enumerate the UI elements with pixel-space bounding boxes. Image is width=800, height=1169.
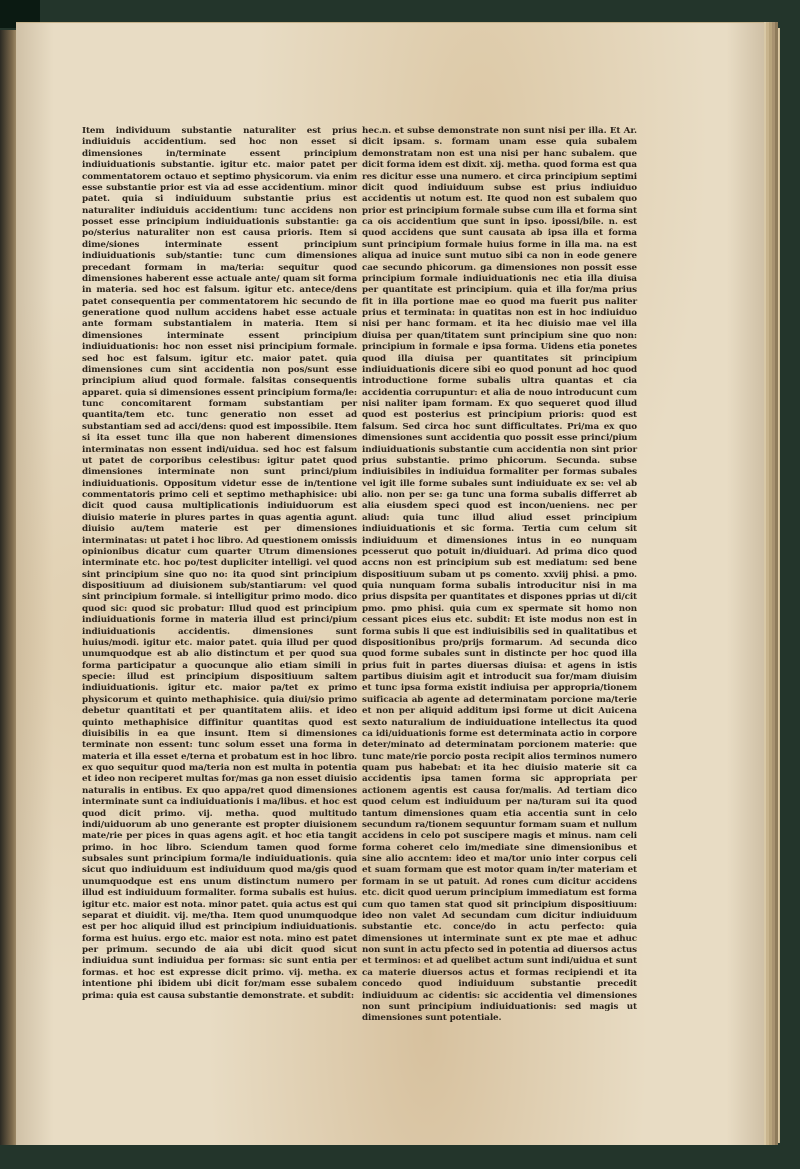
column-left-text: Item individuum substantie naturaliter est prius indiuiduis accidentium. sed hoc non esset si dimensiones in/terminate essent principium indiuiduationis substantie. igitur etc. maior patet per commentatorem octauo et septimo physicorum. via enim esse substantie prior est via ad esse accidentium. minor patet. quia si indiuiduum substantie prius est naturaliter indiuiduis accidentium: tunc accidens non posset esse principium indiuiduationis substantie: ga po/sterius naturaliter non est causa prioris. Item si dime/siones interminate essent principium indiuiduationis sub/stantie: tunc cum dimensiones precedant formam in ma/teria: sequitur quod dimensiones haberent esse actuale ante/ quam sit forma in materia. sed hoc est falsum. igitur etc. antece/dens patet consequentia per commentatorem hic secundo de generatione quod nullum accidens habet esse actuale ante formam substantialem in materia. Item si dimensiones interminate essent principium indiuiduationis: hoc non esset nisi principium formale. sed hoc est falsum. igitur etc. maior patet. quia dimensiones cum sint accidentia non pos/sunt esse principium aliud quod formale. falsitas consequentis apparet. quia si dimensiones essent principium forma/le: tunc concomitarent formam substantiam per quantita/tem etc. tunc generatio non esset ad substantiam sed ad acci/dens: quod est impossibile. Item si ita esset tunc illa que non haberent dimensiones interminatas non essent indi/uidua. sed hoc est falsum ut patet de corporibus celestibus: igitur patet quod dimensiones interminate non sunt princi/pium indiuiduationis. Oppositum videtur esse de in/tentione commentatoris primo celi et septimo methaphisice: ubi dicit quod causa multiplicationis indiuiduorum est diuisio materie in plures partes in quas agentia agunt. diuisio au/tem materie est per dimensiones interminatas: ut patet i hoc libro. Ad questionem omissis opinionibus dicatur cum quarter Utrum dimensiones interminate etc. hoc po/test dupliciter intelligi. vel quod sint principium sine quo no: ita quod sint principium dispositiuum ad diuisionem sub/stantiarum: vel quod sint principium formale. si intelligitur primo modo. dico quod sic: quod sic probatur: Illud quod est principium indiuiduationis forme in materia illud est princi/pium indiuiduationis accidentis. dimensiones sunt huius/modi. igitur etc. maior patet. quia illud per quod unumquodque est ab alio distinctum et per quod sua forma participatur a quocunque alio etiam simili in specie: illud est principium dispositiuum saltem indiuiduationis. igitur etc. maior pa/tet ex primo physicorum et quinto methaphisice. quia diui/sio primo debetur quantitati et per quantitatem aliis. et ideo quinto methaphisice diffinitur quantitas quod est diuisibilis in ea que insunt. Item si dimensiones terminate non essent: tunc solum esset una forma in materia et illa esset e/terna et probatum est in hoc libro. ex quo sequitur quod ma/teria non est multa in potentia et ideo non reciperet multas for/mas ga non esset diuisio naturalis in entibus. Ex quo appa/ret quod dimensiones interminate sunt ca indiuiduationis i ma/libus. et hoc est quod dicit primo. vij. metha. quod multitudo indi/uiduorum ab uno generante est propter diuisionem mate/rie per pices in quas agens agit. et hoc etia tangit primo. in hoc libro. Sciendum tamen quod forme subsales sunt principium forma/le indiuiduationis. quia sicut quo indiuiduum est indiuiduum quod ma/gis quod unumquodque est ens unum distinctum numero per illud est indiuiduum formaliter. forma subalis est huius. igitur etc. maior est nota. minor patet. quia actus est qui separat et diuidit. vij. me/tha. Item quod unumquodque est per hoc aliquid illud est principium indiuiduationis. forma est huius. ergo etc. maior est nota. mino est patet per primum. secundo de aia ubi dicit quod sicut indiuidua sunt indiuidua per formas: sic sunt entia per formas. et hoc est expresse dicit primo. vij. metha. ex intentione phi ibidem ubi dicit for/mam esse subalem prima: quia est causa substantie demonstrate. et subdit:	[82, 126, 357, 1001]
text-column-left	[82, 126, 357, 1002]
text-column-right	[362, 126, 637, 1025]
column-right-text: hec.n. et subse demonstrate non sunt nisi per illa. Et Ar. dicit ipsam. s. formam unam esse quia subalem demonstratam non est una nisi per hanc subalem. que dicit forma idem est dixit. xij. metha. quod forma est qua res dicitur esse una numero. et circa principium septimi dicit quod indiuiduum subse est prius indiuiduo accidentis ut notum est. Ite quod non est subalem quo prior est principium formale subse cum illa et forma sint ca ois accidentium que sunt in ipso. ipossi/bile. n. est quod accidens que sunt causata ab ipsa illa et forma sunt principium formale huius forme in illa ma. na est aliqua ad inuice sunt mutuo sibi ca non in eode genere cae secundo phicorum. ga dimensiones non possit esse principium formale indiuiduationis nec etia illa diuisa per quantitate est principium. quia et illa for/ma prius fit in illa portione mae eo quod ma fuerit pus naliter prius et terminata: in quatitas non est in hoc indiuiduo nisi per hanc formam. et ita hec diuisio mae vel illa diuisa per quan/titatem sunt principium sine quo non: principium in formale e ipsa forma. Uidens etia ponetes quod illa diuisa per quantitates sit principium indiuiduationis dicere sibi eo quod ponunt ad hoc quod introductione forme subalis ultra quantas et cia accidentia corrupuntur: et alia de nouo introducunt cum nisi naliter ipam formam. Ex quo sequeret quod illud quod est posterius est principium prioris: quod est falsum. Sed circa hoc sunt difficultates. Pri/ma ex quo dimensiones sunt accidentia quo possit esse princi/pium indiuiduationis substantie cum accidentia non sint prior prius substantie. primo phicorum. Secunda. subse indiuisibiles in indiuidua formaliter per formas subales vel igit ille forme subales sunt indiuiduate ex se: vel ab alio. non per se: ga tunc una forma subalis differret ab alia eiusdem speci quod est incon/ueniens. nec per aliud: quia tunc illud aliud esset principium indiuiduationis et sic forma. Tertia cum celum sit indiuiduum et dimensiones intus in eo nunquam pcesserut quo potuit in/diuiduari. Ad prima dico quod accns non est principium sub est mediatum: sed bene dispositiuum subam ut ps comento. xxviij phisi. a pmo. quia nunquam forma subalis introducitur nisi in ma prius dispsita per quantitates et dispones pprias ut di/cit pmo. pmo phisi. quia cum ex spermate sit homo non cessant pices eius etc. subdit: Et iste modus non est in forma subis li que est indiuisibilis sed in qualitatibus et dispositionibus pro/prijs formarum. Ad secunda dico quod forme subales sunt in distincte per hoc quod illa prius fuit in partes diuersas diuisa: et agens in istis partibus diuisim agit et introducit sua for/mam diuisim et tunc ipsa forma existit indiuisa per appropria/tionem suificacia ab agente ad determinatam porcione ma/terie et non per aliquid additum ipsi forme ut dicit Auicena sexto naturalium de indiuiduatione intellectus ita quod ca idi/uiduationis forme est determinata actio in corpore deter/minato ad determinatam porcionem materie: que tunc mate/rie porcio posta recipit alios terminos numero quam pus habebat: et ita hec diuisio materie sit ca accidentis ipsa tamen forma sic appropriata per actionem agentis est causa for/malis. Ad tertiam dico quod celum est indiuiduum per na/turam sui ita quod tantum dimensiones quam etia accentia sunt in celo secundum ra/tionem sequuntur formam suam et nullum accidens in celo pot suscipere magis et minus. nam celi forma coheret celo im/mediate sine dimensionibus et sine alio accntem: ideo et ma/tor unio inter corpus celi et suam formam que est motor quam in/ter materiam et formam in se ut patuit. Ad rones cum dicitur accidens etc. dicit quod uerum principium immediatum est forma cum quo tamen stat quod sit principium dispositiuum: ideo non valet Ad secundam cum dicitur indiuiduum substantie etc. conce/do in actu perfecto: quia dimensiones ut interminate sunt ex pte mae et adhuc non sunt in actu pfecto sed in potentia ad diuersos actus et terminos: et ad quelibet actum sunt indi/uidua et sunt ca materie diuersos actus et formas recipiendi et ita concedo quod indiuiduum substantie precedit indiuiduum ac cidentis: sic accidentia vel dimensiones non sunt principium indiuiduationis: sed magis ut dimensiones sunt potentiale.	[362, 126, 637, 1024]
